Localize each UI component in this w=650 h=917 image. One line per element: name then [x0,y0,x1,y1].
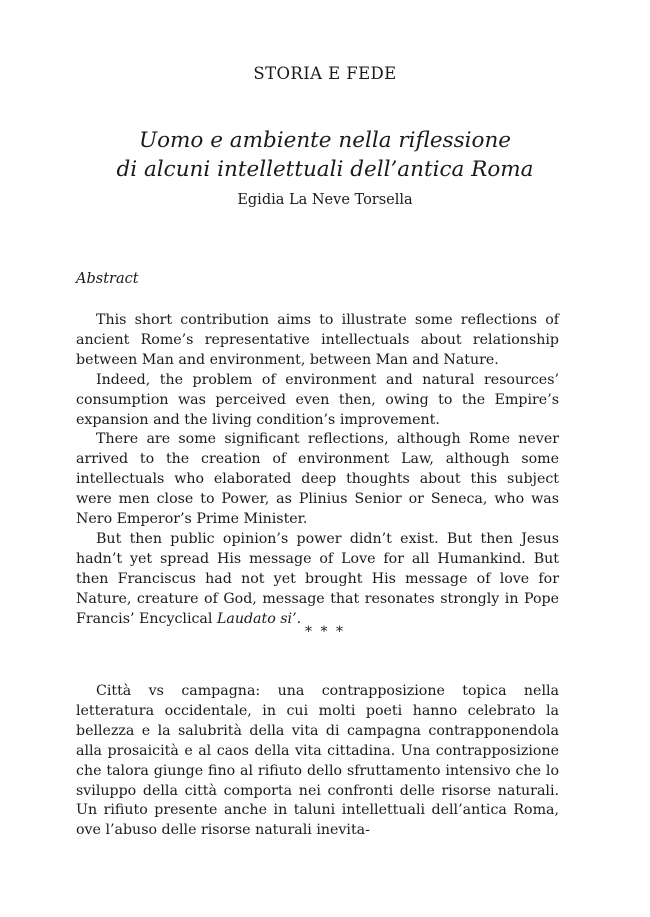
abstract-paragraph-4-text: But then public opinion’s power didn’t exist. But then Jesus hadn’t yet spread His message of Love for all Humankind. But then Franciscus had not yet brought His message of love for Nature, creature of God, message that resonates strongly in Pope Francis’ Encyclical [76,530,559,627]
title-line-2: di alcuni intellettuali dell’antica Roma [116,157,534,182]
section-separator: * * * [305,624,345,640]
author-name: Egidia La Neve Torsella [237,192,413,208]
abstract-heading: Abstract [76,271,139,287]
section-heading: STORIA E FEDE [253,64,397,83]
abstract-paragraph-1: This short contribution aims to illustrate some reflections of ancient Rome’s representative intellectuals about relationship between Man and environment, between Man and Nature. [76,312,559,368]
abstract-paragraph-4-end: . [296,610,302,627]
title-line-1: Uomo e ambiente nella riflessione [138,128,512,153]
abstract-paragraph-2: Indeed, the problem of environment and natural resources’ consumption was perceived even then, owing to the Empire’s expansion and the living condition’s improvement. [76,371,559,428]
abstract-text [76,311,559,630]
abstract-paragraph-3: There are some significant reflections, although Rome never arrived to the creation of environment Law, although some intellectuals who elaborated deep thoughts about this subject were men close to Power, as Plinius Senior or Seneca, who was Nero Emperor’s Prime Minister. [76,431,559,528]
body-paragraph-1: Città vs campagna: una contrapposizione topica nella letteratura occidentale, in cui molti poeti hanno celebrato la bellezza e la salubrità della vita di campagna contrapponendola alla prosaicità e al caos della vita cittadina. Una contrapposizione che talora giunge fino al rifiuto dello sfruttamento intensivo che lo sviluppo della città comporta nei confronti delle risorse naturali. Un rifiuto presente anche in taluni intellettuali dell’antica Roma, ove l’abuso delle risorse naturali inevita- [76,683,559,839]
encyclical-title: Laudato si’ [216,610,297,627]
abstract-paragraph-4 [76,530,559,630]
article-title [0,126,650,184]
main-text [76,682,559,841]
